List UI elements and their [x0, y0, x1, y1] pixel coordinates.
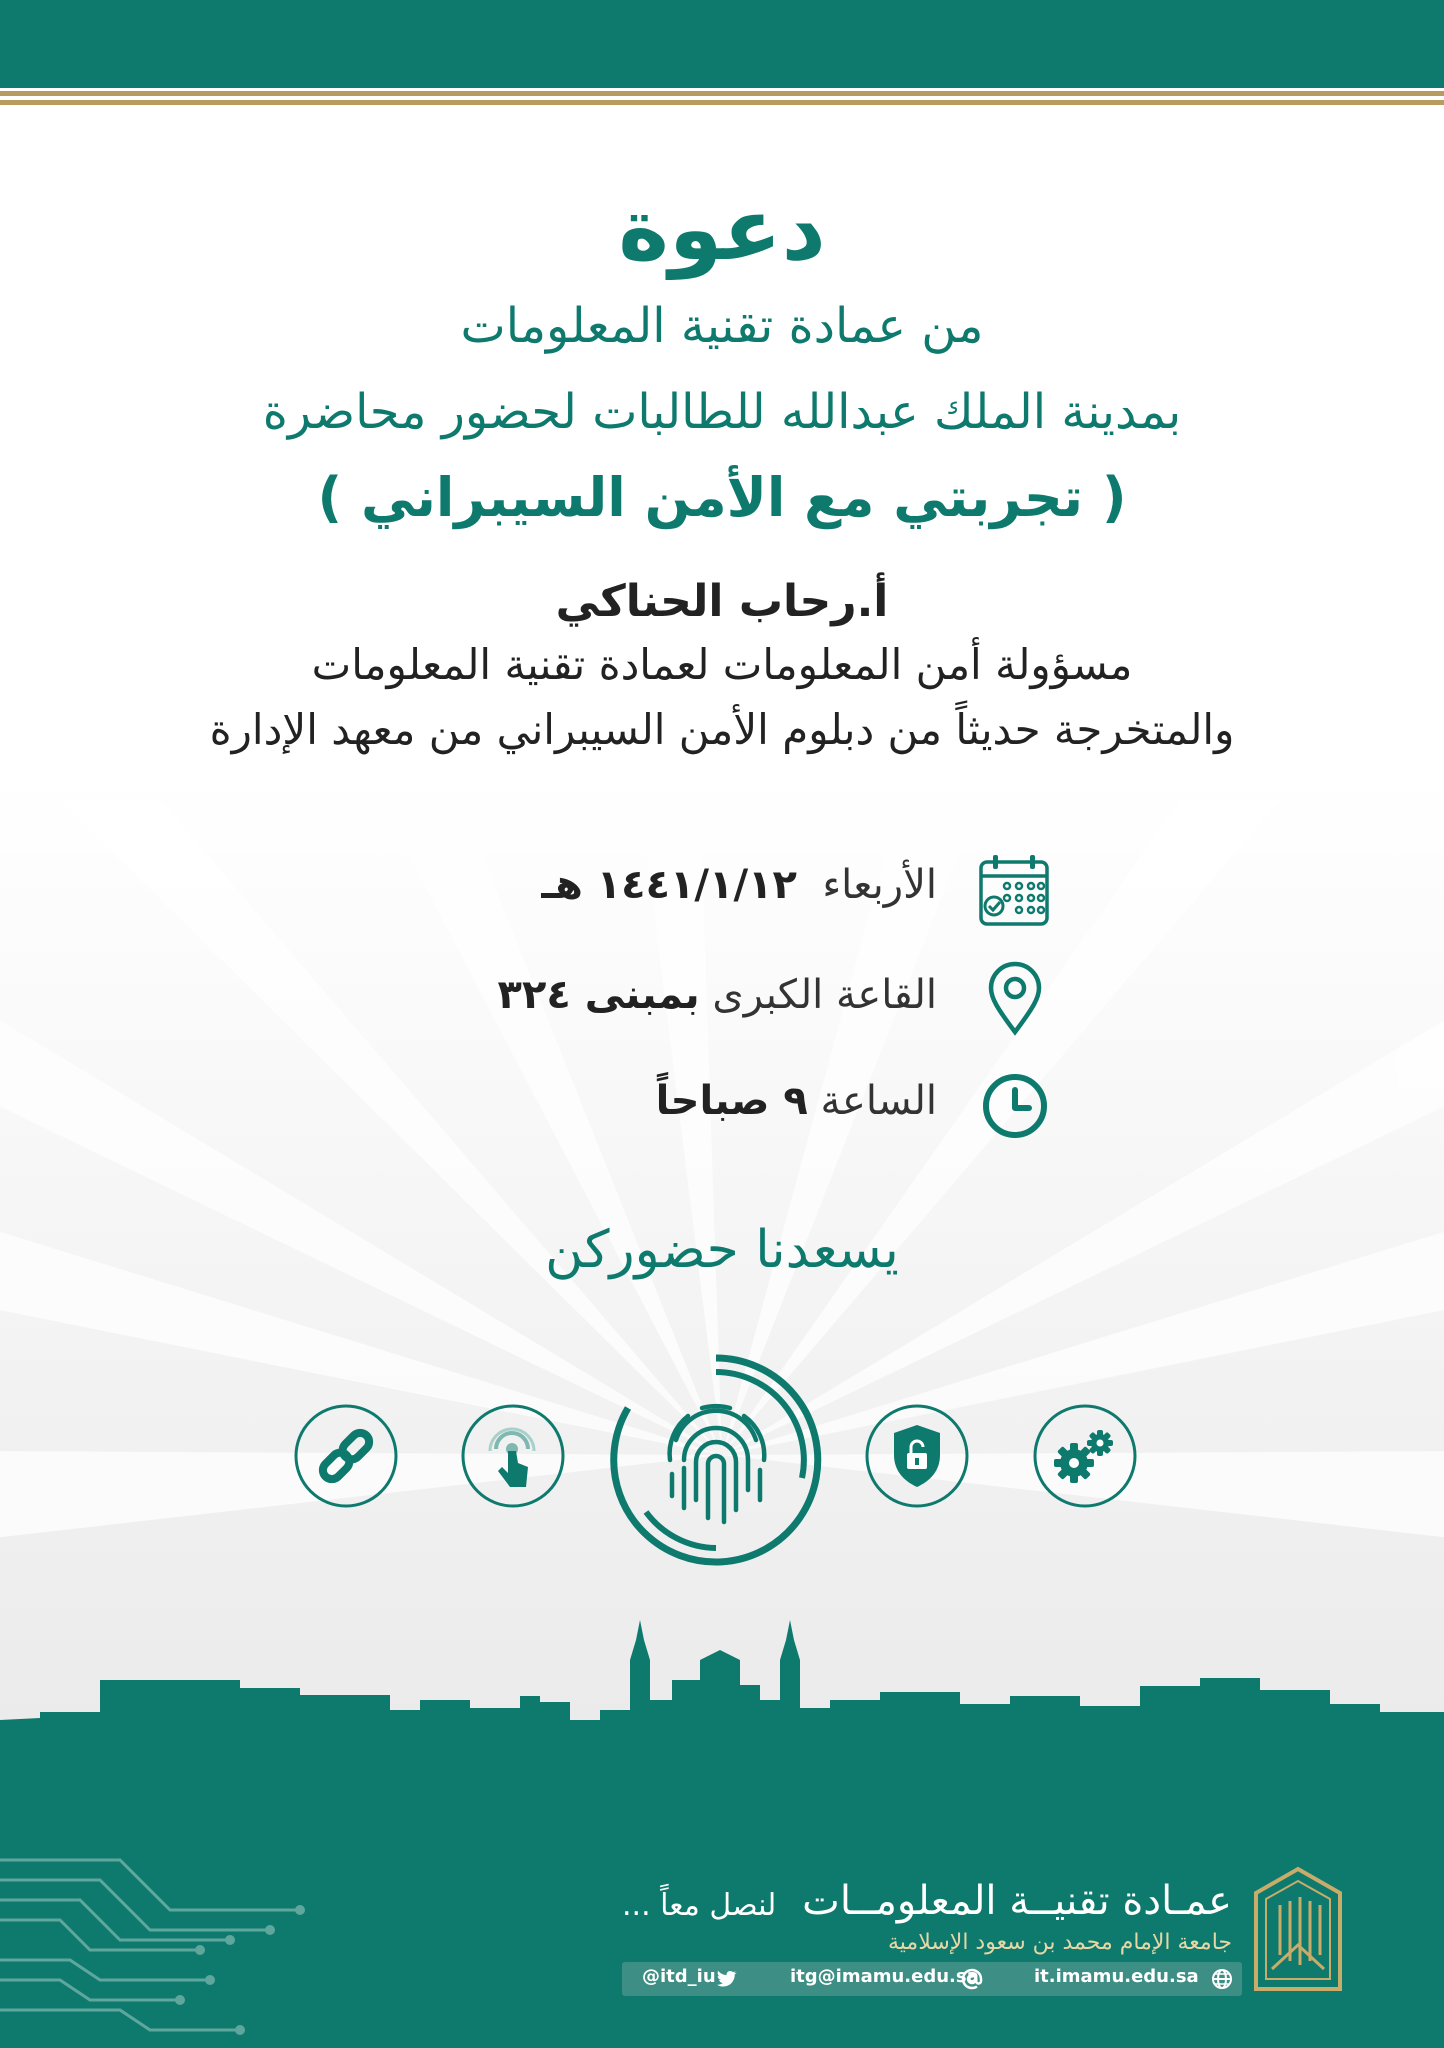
- city-skyline: [0, 1600, 1444, 1820]
- top-band: [0, 0, 1444, 88]
- invitation-line-1: من عمادة تقنية المعلومات: [460, 298, 984, 354]
- location-text: [498, 972, 937, 1018]
- date-text: [541, 862, 937, 908]
- location-row: [0, 958, 1444, 1038]
- touch-icon: [460, 1403, 566, 1509]
- location-pin-icon: [975, 958, 1055, 1038]
- time-prefix: الساعة: [820, 1078, 937, 1124]
- location-prefix: القاعة الكبرى: [712, 972, 937, 1018]
- location-building: بمبنى ٣٢٤: [497, 972, 700, 1018]
- invitation-line-2: بمدينة الملك عبدالله للطالبات لحضور محاضرة: [262, 384, 1182, 440]
- footer-org-title: عمـادة تقنيــة المعلومــات: [802, 1878, 1232, 1924]
- lecture-title: ( تجربتي مع الأمن السيبراني ): [317, 466, 1127, 529]
- footer-connect-text: لنصل معاً ...: [622, 1888, 777, 1923]
- circuit-decoration: [0, 1840, 320, 2040]
- contact-email[interactable]: itg@imamu.edu.sa: [790, 1966, 979, 1987]
- speaker-role-line-2: والمتخرجة حديثاً من دبلوم الأمن السيبراني من معهد الإدارة: [209, 705, 1235, 754]
- welcome-message: يسعدنا حضوركن: [545, 1220, 899, 1280]
- footer-org-subtitle: جامعة الإمام محمد بن سعود الإسلامية: [888, 1930, 1232, 1955]
- time-text: [656, 1078, 937, 1124]
- speaker-name: أ.رحاب الحناكي: [555, 576, 889, 627]
- twitter-handle[interactable]: @itd_iu: [642, 1966, 716, 1987]
- time-value: ٩ صباحاً: [655, 1078, 808, 1124]
- link-icon: [293, 1403, 399, 1509]
- clock-icon: [975, 1066, 1055, 1146]
- website-link[interactable]: it.imamu.edu.sa: [1034, 1966, 1199, 1987]
- fingerprint-icon: [606, 1350, 826, 1570]
- twitter-icon[interactable]: [714, 1967, 738, 1991]
- gears-icon: [1032, 1403, 1138, 1509]
- contact-bar: [622, 1962, 1242, 1996]
- date-day: الأربعاء: [822, 862, 937, 908]
- gold-divider-line: [0, 100, 1444, 105]
- gold-divider-line: [0, 91, 1444, 96]
- university-logo-icon: [1250, 1865, 1346, 1995]
- globe-icon: [1210, 1967, 1234, 1991]
- calendar-icon: [975, 852, 1055, 932]
- date-row: [0, 852, 1444, 932]
- lock-shield-icon: [864, 1403, 970, 1509]
- speaker-role-line-1: مسؤولة أمن المعلومات لعمادة تقنية المعلومات: [311, 640, 1133, 689]
- time-row: [0, 1064, 1444, 1144]
- at-sign-icon: [960, 1967, 984, 1991]
- invitation-title: دعوة: [618, 180, 826, 280]
- date-value: ١٤٤١/١/١٢ هـ: [541, 862, 797, 908]
